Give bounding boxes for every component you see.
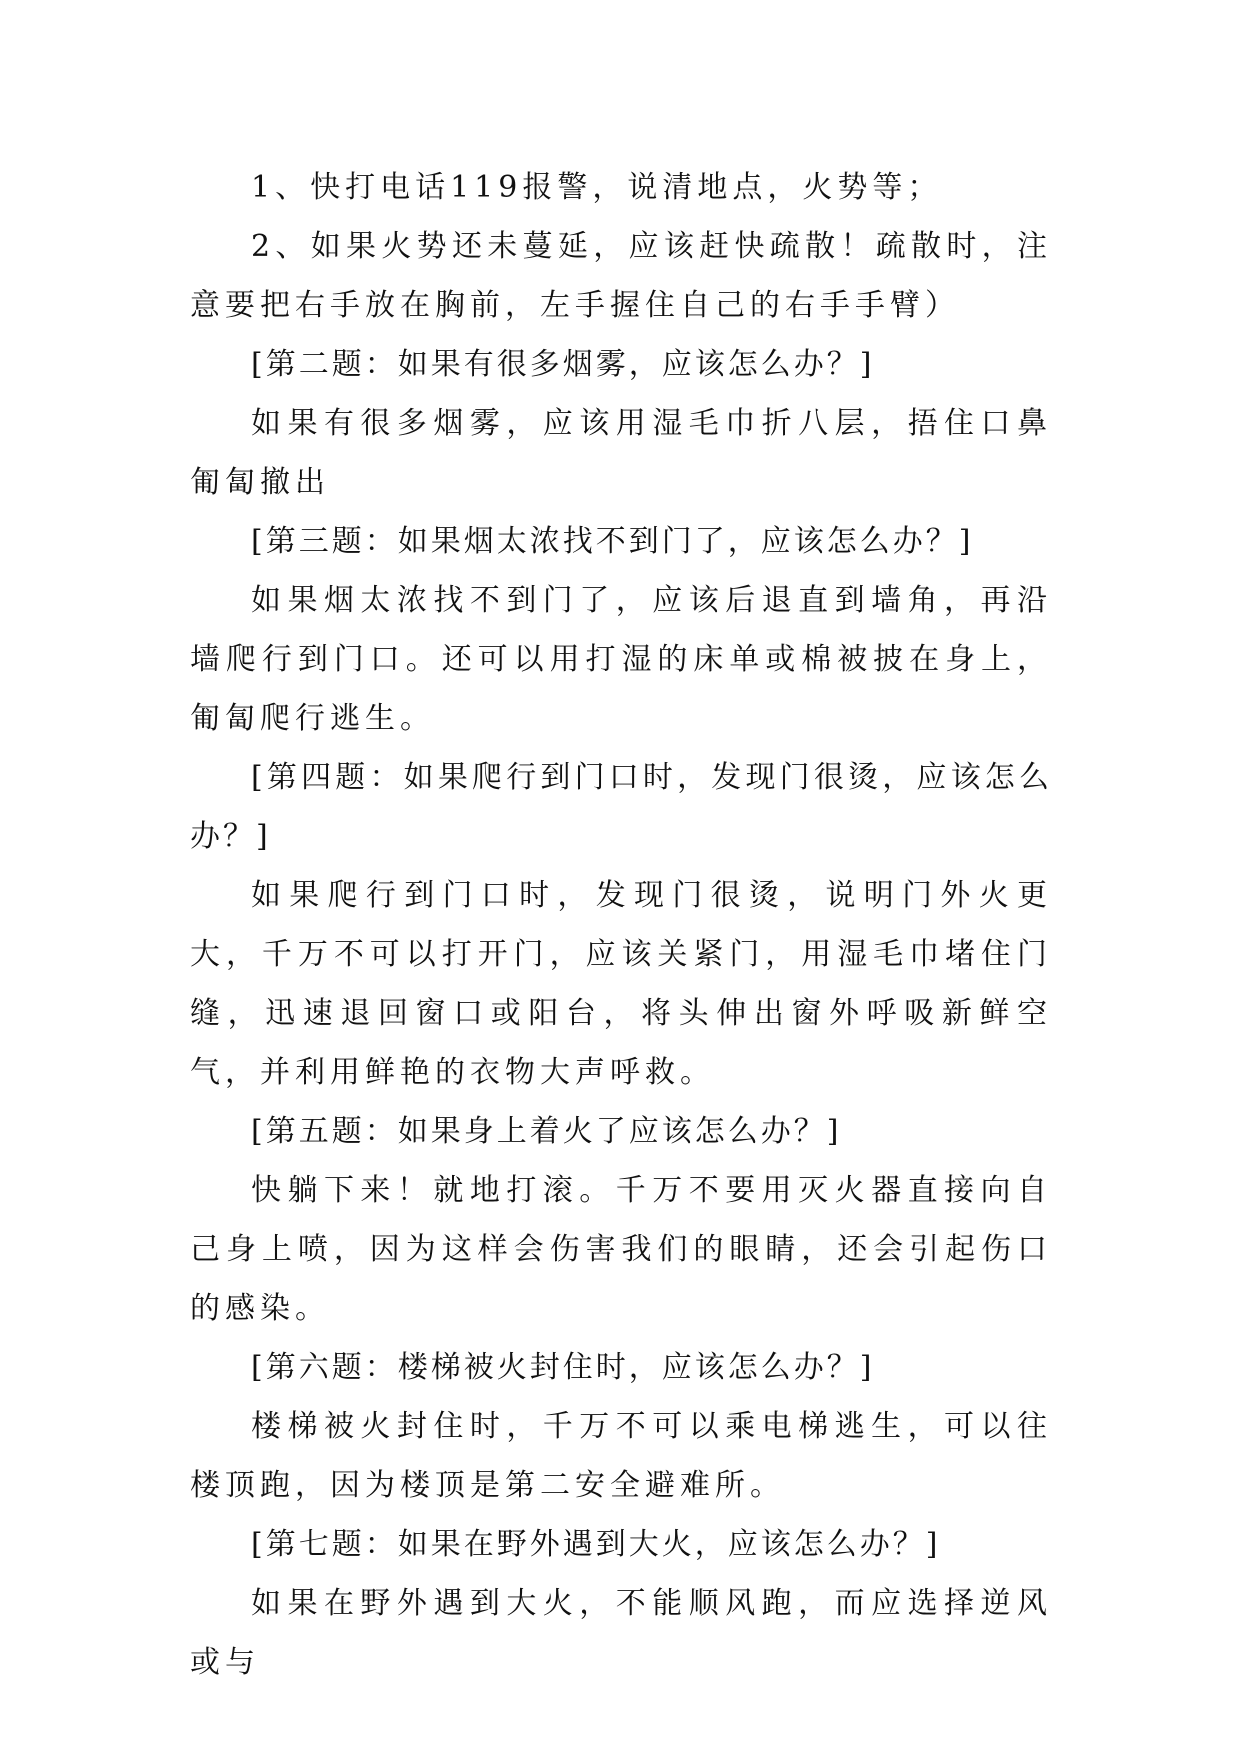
answer-paragraph: 如果在野外遇到大火，不能顺风跑，而应选择逆风或与 — [190, 1586, 1052, 1680]
document-page — [190, 158, 1052, 1692]
question-heading: [第三题：如果烟太浓找不到门了，应该怎么办？] — [251, 524, 974, 559]
question-heading: [第七题：如果在野外遇到大火，应该怎么办？] — [251, 1527, 941, 1562]
answer-paragraph: 1、快打电话119报警，说清地点，火势等； — [251, 170, 943, 205]
answer-paragraph: 2、如果火势还未蔓延，应该赶快疏散！疏散时，注意要把右手放在胸前，左手握住自己的右手手臂） — [190, 229, 1052, 323]
answer-paragraph: 楼梯被火封住时，千万不可以乘电梯逃生，可以往楼顶跑，因为楼顶是第二安全避难所。 — [190, 1409, 1052, 1503]
answer-paragraph: 如果烟太浓找不到门了，应该后退直到墙角，再沿墙爬行到门口。还可以用打湿的床单或棉被披在身上，匍匐爬行逃生。 — [190, 583, 1052, 736]
answer-paragraph: 如果爬行到门口时，发现门很烫，说明门外火更大，千万不可以打开门，应该关紧门，用湿毛巾堵住门缝，迅速退回窗口或阳台，将头伸出窗外呼吸新鲜空气，并利用鲜艳的衣物大声呼救。 — [190, 878, 1052, 1090]
question-heading: [第五题：如果身上着火了应该怎么办？] — [251, 1114, 842, 1149]
question-heading: [第六题：楼梯被火封住时，应该怎么办？] — [251, 1350, 875, 1385]
answer-paragraph: 如果有很多烟雾，应该用湿毛巾折八层，捂住口鼻匍匐撤出 — [190, 406, 1052, 500]
answer-paragraph: 快躺下来！就地打滚。千万不要用灭火器直接向自己身上喷，因为这样会伤害我们的眼睛，还会引起伤口的感染。 — [190, 1173, 1052, 1326]
question-heading: [第四题：如果爬行到门口时，发现门很烫，应该怎么办？] — [190, 760, 1052, 854]
question-heading: [第二题：如果有很多烟雾，应该怎么办？] — [251, 347, 875, 382]
